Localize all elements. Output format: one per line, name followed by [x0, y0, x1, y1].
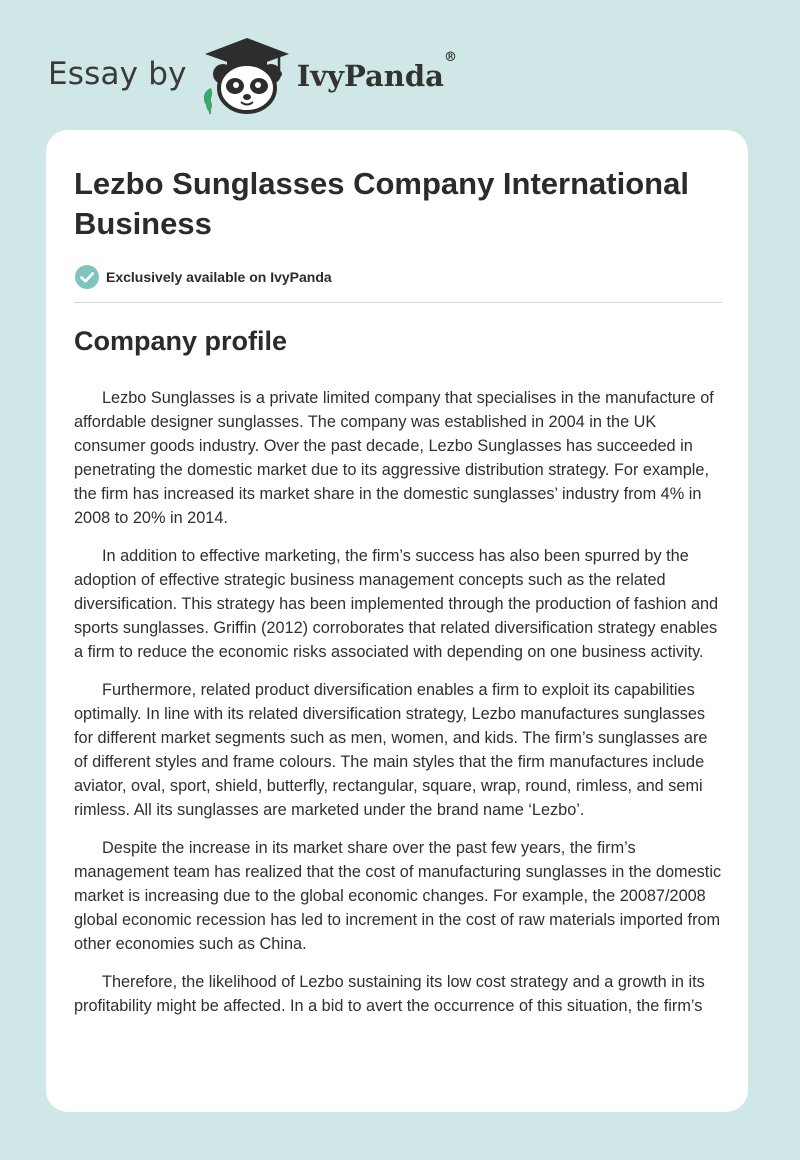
paragraph: In addition to effective marketing, the firm’s success has also been spurred by the adoption of effective strategic business management concepts such as the related diversification. This strategy has been implemented through the production of fashion and sports sunglasses. Griffin (2012) corroborates that related diversification strategy enables a firm to reduce the economic risks associated with depending on one business activity.: [74, 547, 719, 661]
paragraph: Therefore, the likelihood of Lezbo sustaining its low cost strategy and a growth in its profitability might be affected. In a bid to avert the occurrence of this situation, the firm’s: [74, 973, 705, 1015]
paragraph: Lezbo Sunglasses is a private limited company that specialises in the manufacture of affordable designer sunglasses. The company was established in 2004 in the UK consumer goods industry. Over the past decade, Lezbo Sunglasses has succeeded in penetrating the domestic market due to its aggressive distribution strategy. For example, the firm has increased its market share in the domestic sunglasses’ industry from 4% in 2008 to 20% in 2014.: [74, 389, 714, 527]
essay-by-label: Essay by: [48, 56, 187, 92]
check-circle-icon: [74, 264, 100, 290]
section-heading: Company profile: [74, 326, 288, 356]
exclusive-badge: [74, 264, 332, 290]
brand-text: IvyPanda: [296, 59, 444, 93]
title-divider: [74, 302, 722, 303]
site-header: [48, 34, 457, 114]
registered-mark: ®: [443, 50, 457, 66]
paragraph: Furthermore, related product diversification enables a firm to exploit its capabilities optimally. In line with its related diversification strategy, Lezbo manufactures sunglasses for different market segments such as men, women, and kids. The firm’s sunglasses are of different styles and frame colours. The main styles that the firm manufactures include aviator, oval, sport, shield, butterfly, rectangular, square, wrap, round, rimless, and semi rimless. All its sunglasses are marketed under the brand name ‘Lezbo’.: [74, 681, 708, 819]
essay-body: [74, 386, 724, 1032]
panda-graduate-logo-icon[interactable]: [201, 34, 293, 114]
essay-title: Lezbo Sunglasses Company International Business: [74, 166, 689, 241]
exclusive-badge-label: Exclusively available on IvyPanda: [106, 269, 332, 285]
essay-card: [46, 130, 748, 1112]
paragraph: Despite the increase in its market share over the past few years, the firm’s management team has realized that the cost of manufacturing sunglasses in the domestic market is increasing due to the global economic changes. For example, the 20087/2008 global economic recession has led to increment in the cost of raw materials imported from other economies such as China.: [74, 839, 722, 953]
brand-name[interactable]: [296, 50, 457, 93]
